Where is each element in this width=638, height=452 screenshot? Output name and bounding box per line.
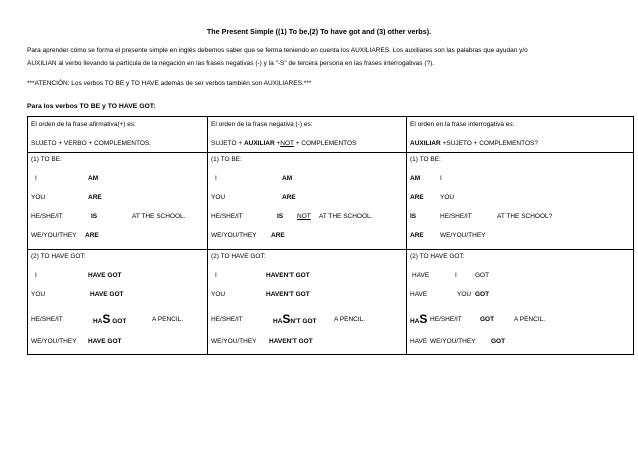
verb: AM	[88, 175, 99, 182]
conjugation-line	[211, 174, 403, 183]
conjugation-line	[410, 193, 630, 202]
verb	[273, 312, 317, 326]
table-row	[28, 153, 634, 250]
verb: IS	[91, 213, 98, 220]
subject: WE/YOU/THEY	[440, 232, 486, 239]
conjugation-line	[211, 271, 403, 280]
conjugation-line	[410, 337, 630, 346]
table-subheading: Para los verbos TO BE y TO HAVE GOT:	[27, 103, 156, 110]
verb: HAVE GOT	[90, 291, 124, 298]
subject: WE/YOU/THEY	[430, 338, 476, 345]
verb: HAVEN'T GOT	[266, 291, 310, 298]
complement: A PENCIL.	[152, 316, 184, 323]
subject: I	[35, 272, 37, 279]
pattern-text: +SUJETO + COMPLEMENTOS?	[440, 140, 538, 147]
third-person-s: S	[102, 312, 111, 326]
conjugation-line	[211, 290, 403, 299]
pattern-text: +	[274, 140, 281, 147]
verb-particle: GOT	[475, 291, 490, 298]
verb: HAVEN'T GOT	[266, 272, 310, 279]
intro-line-2: AUXILIAN al verbo llevando la partícula de la negación en las frases negativas (-) y la "-S" de tercera persona en las frases interrogativas (?).	[27, 60, 435, 67]
negative-header-label: El orden de la frase negativa (-) es:	[211, 121, 313, 128]
verb: HAVEN'T GOT	[269, 338, 313, 345]
complement: AT THE SCHOOL?	[497, 213, 553, 220]
subject: HE/SHE/IT	[211, 213, 243, 220]
verb	[93, 312, 127, 326]
intro-line-1: Para aprender cómo se forma el presente simple en inglés debemos saber que se ferma teniendo en cuenta los AUXILIARES. Los auxiliares son las palabras que ayudan y/o	[27, 47, 528, 54]
conjugation-line	[31, 212, 204, 221]
auxiliary	[410, 312, 428, 326]
interrogative-pattern	[410, 139, 630, 148]
auxiliary: HAVE	[410, 291, 428, 298]
grammar-table	[27, 116, 634, 355]
verb: ARE	[282, 194, 296, 201]
verb: AM	[410, 175, 421, 182]
to-have-heading: (2) TO HAVE GOT:	[410, 253, 465, 260]
verb: AM	[282, 175, 293, 182]
verb-particle: GOT	[110, 318, 127, 325]
to-be-affirmative-cell	[28, 153, 208, 250]
subject: I	[215, 272, 217, 279]
subject: HE/SHE/IT	[430, 316, 462, 323]
conjugation-line	[31, 174, 204, 183]
affirmative-header-label: El orden de la frase afirmativa(+) es:	[31, 121, 136, 128]
affirmative-pattern: SUJETO + VERBO + COMPLEMENTOS.	[31, 140, 152, 147]
auxiliary: HAVE	[412, 272, 430, 279]
to-have-affirmative-cell	[28, 250, 208, 355]
subject: HE/SHE/IT	[440, 213, 472, 220]
subject: WE/YOU/THEY	[31, 338, 77, 345]
subject: I	[35, 175, 37, 182]
pattern-auxiliary: AUXILIAR	[410, 140, 441, 147]
pattern-text: SUJETO +	[211, 140, 244, 147]
table-row	[28, 117, 634, 153]
subject: WE/YOU/THEY	[31, 232, 77, 239]
subject: HE/SHE/IT	[211, 316, 243, 323]
conjugation-line	[211, 193, 403, 202]
auxiliary: HAVE	[410, 338, 428, 345]
conjugation-line	[410, 290, 630, 299]
conjugation-line	[410, 271, 630, 280]
conjugation-line	[211, 231, 403, 240]
subject: HE/SHE/IT	[31, 213, 63, 220]
to-have-heading: (2) TO HAVE GOT:	[211, 253, 266, 260]
to-have-interrogative-cell	[407, 250, 634, 355]
to-be-interrogative-cell	[407, 153, 634, 250]
conjugation-line	[31, 231, 204, 240]
subject: YOU	[440, 194, 455, 201]
conjugation-line	[31, 271, 204, 280]
pattern-text: + COMPLEMENTOS	[293, 140, 357, 147]
subject: I	[440, 175, 442, 182]
verb: ARE	[410, 232, 424, 239]
to-have-heading: (2) TO HAVE GOT:	[31, 253, 86, 260]
subject: YOU	[31, 291, 46, 298]
attention-note: ***ATENCIÓN: Los verbos TO BE y TO HAVE además de ser verbos también son AUXILIARES.***	[27, 80, 312, 87]
verb: ARE	[410, 194, 424, 201]
subject: I	[215, 175, 217, 182]
subject: YOU	[211, 291, 226, 298]
verb: ARE	[271, 232, 285, 239]
subject: WE/YOU/THEY	[211, 232, 257, 239]
conjugation-line	[410, 231, 630, 240]
verb-stem: HA	[273, 318, 283, 325]
table-row	[28, 250, 634, 355]
verb: ARE	[88, 194, 102, 201]
conjugation-line	[31, 312, 204, 326]
verb-particle: GOT	[480, 316, 495, 323]
interrogative-header-label: El orden en la frase interrogativa es:	[410, 121, 515, 128]
verb: HAVE GOT	[88, 338, 122, 345]
verb-stem: HA	[410, 318, 420, 325]
to-have-negative-cell	[208, 250, 407, 355]
verb-particle: GOT	[475, 272, 490, 279]
conjugation-line	[211, 212, 403, 221]
negation: NOT	[297, 213, 311, 220]
third-person-s: S	[419, 312, 428, 326]
subject: WE/YOU/THEY	[211, 338, 257, 345]
subject: YOU	[31, 194, 46, 201]
to-be-heading: (1) TO BE:	[31, 156, 62, 163]
verb: HAVE GOT	[88, 272, 122, 279]
complement: AT THE SCHOOL.	[319, 213, 373, 220]
subject: YOU	[457, 291, 472, 298]
pattern-not: NOT	[280, 140, 294, 147]
to-be-heading: (1) TO BE:	[410, 156, 441, 163]
negative-pattern	[211, 139, 403, 148]
verb-particle: GOT	[491, 338, 506, 345]
verb: ARE	[85, 232, 99, 239]
verb-particle: N'T GOT	[290, 318, 317, 325]
to-be-heading: (1) TO BE:	[211, 156, 242, 163]
subject: HE/SHE/IT	[31, 316, 63, 323]
complement: AT THE SCHOOL.	[132, 213, 186, 220]
verb-stem: HA	[93, 318, 103, 325]
third-person-s: S	[282, 312, 291, 326]
verb: IS	[410, 213, 417, 220]
conjugation-line	[31, 290, 204, 299]
conjugation-line	[31, 337, 204, 346]
to-be-negative-cell	[208, 153, 407, 250]
conjugation-line	[410, 174, 630, 183]
affirmative-header-cell	[28, 117, 208, 153]
verb: IS	[277, 213, 284, 220]
interrogative-header-cell	[407, 117, 634, 153]
conjugation-line	[410, 212, 630, 221]
pattern-auxiliary: AUXILIAR	[243, 140, 275, 147]
complement: A PENCIL.	[334, 316, 366, 323]
conjugation-line	[211, 337, 403, 346]
document-title: The Present Simple ((1) To be,(2) To have got and (3) other verbs).	[206, 27, 432, 36]
complement: A PENCIL.	[514, 316, 546, 323]
conjugation-line	[410, 312, 630, 326]
negative-header-cell	[208, 117, 407, 153]
conjugation-line	[31, 193, 204, 202]
conjugation-line	[211, 312, 403, 326]
subject: YOU	[211, 194, 226, 201]
subject: I	[455, 272, 457, 279]
